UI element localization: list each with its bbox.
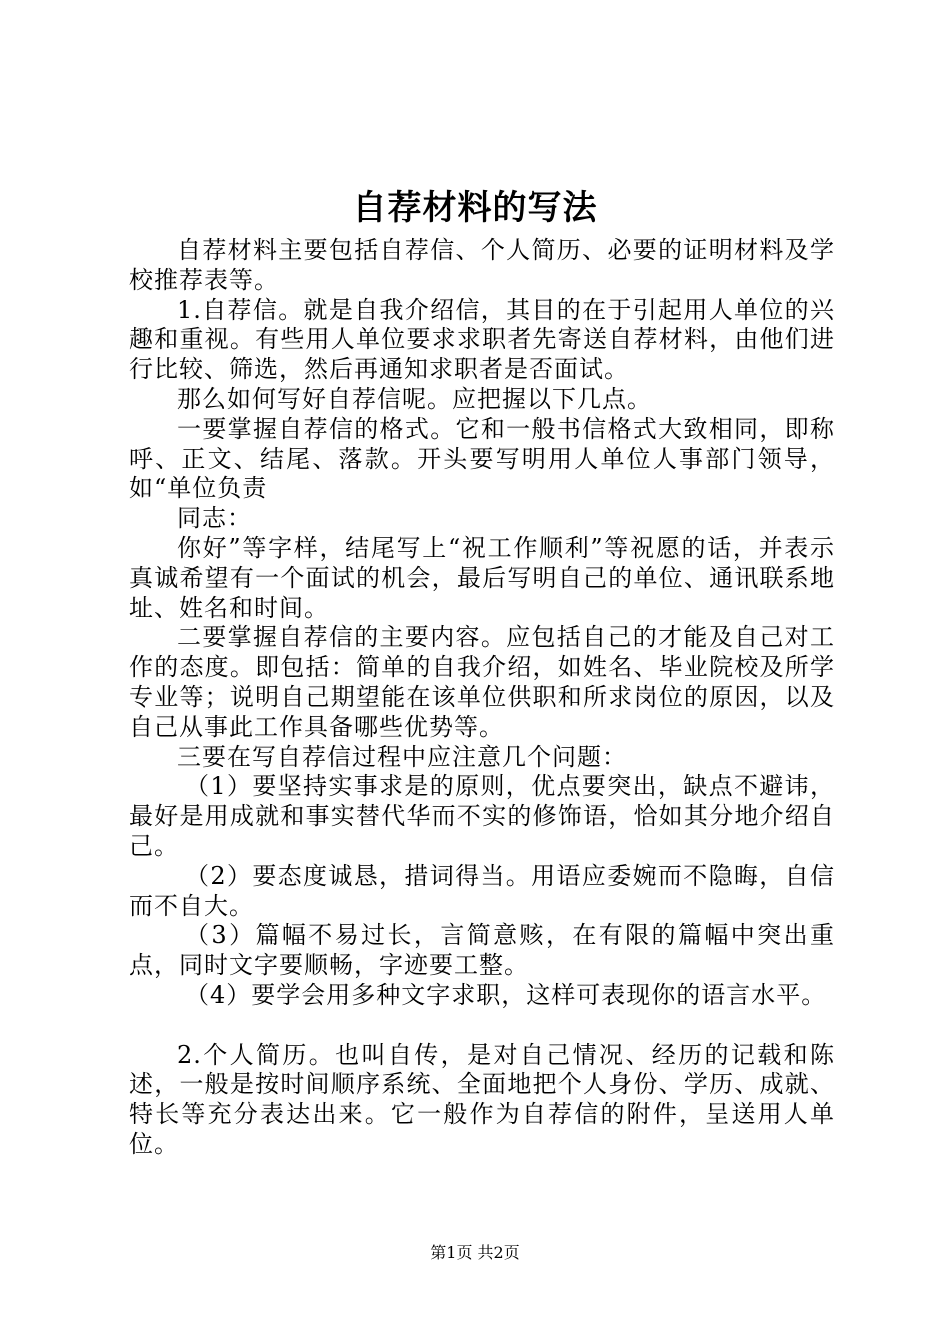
paragraph-issues-heading: 三要在写自荐信过程中应注意几个问题： xyxy=(177,742,627,771)
page-footer: 第1页 共2页 xyxy=(430,1243,520,1262)
paragraph-issue-2: （2）要态度诚恳，措词得当。用语应委婉而不隐晦，自信而不自大。 xyxy=(129,861,835,920)
paragraph-issue-3: （3）篇幅不易过长，言简意赅，在有限的篇幅中突出重点，同时文字要顺畅，字迹要工整。 xyxy=(129,921,835,980)
paragraph-main-content: 二要掌握自荐信的主要内容。应包括自己的才能及自己对工作的态度。即包括：简单的自我介绍，如姓名、毕业院校及所学专业等；说明自己期望能在该单位供职和所求岗位的原因，以及自己从事此工作具备哪些优势等。 xyxy=(129,623,835,741)
paragraph-issue-4: （4）要学会用多种文字求职，这样可表现你的语言水平。 xyxy=(185,980,827,1009)
paragraph-resume: 2.个人简历。也叫自传，是对自己情况、经历的记载和陈述，一般是按时间顺序系统、全面地把个人身份、学历、成就、特长等充分表达出来。它一般作为自荐信的附件，呈送用人单位。 xyxy=(129,1040,835,1158)
paragraph-closing: 你好”等字样，结尾写上“祝工作顺利”等祝愿的话，并表示真诚希望有一个面试的机会，最后写明自己的单位、通讯联系地址、姓名和时间。 xyxy=(129,533,835,622)
paragraph-issue-1: （1）要坚持实事求是的原则，优点要突出，缺点不避讳，最好是用成就和事实替代华而不实的修饰语，恰如其分地介绍自己。 xyxy=(129,772,835,860)
paragraph-intro: 自荐材料主要包括自荐信、个人简历、必要的证明材料及学校推荐表等。 xyxy=(129,236,835,294)
document-body xyxy=(129,236,835,1160)
document-title: 自荐材料的写法 xyxy=(352,188,598,228)
paragraph-salutation: 同志： xyxy=(177,504,252,533)
paragraph-format: 一要掌握自荐信的格式。它和一般书信格式大致相同，即称呼、正文、结尾、落款。开头要写明用人单位人事部门领导，如“单位负责 xyxy=(129,414,835,503)
paragraph-self-recommendation-letter: 1.自荐信。就是自我介绍信，其目的在于引起用人单位的兴趣和重视。有些用人单位要求求职者先寄送自荐材料，由他们进行比较、筛选，然后再通知求职者是否面试。 xyxy=(129,295,835,384)
paragraph-how-to-write: 那么如何写好自荐信呢。应把握以下几点。 xyxy=(177,384,652,413)
